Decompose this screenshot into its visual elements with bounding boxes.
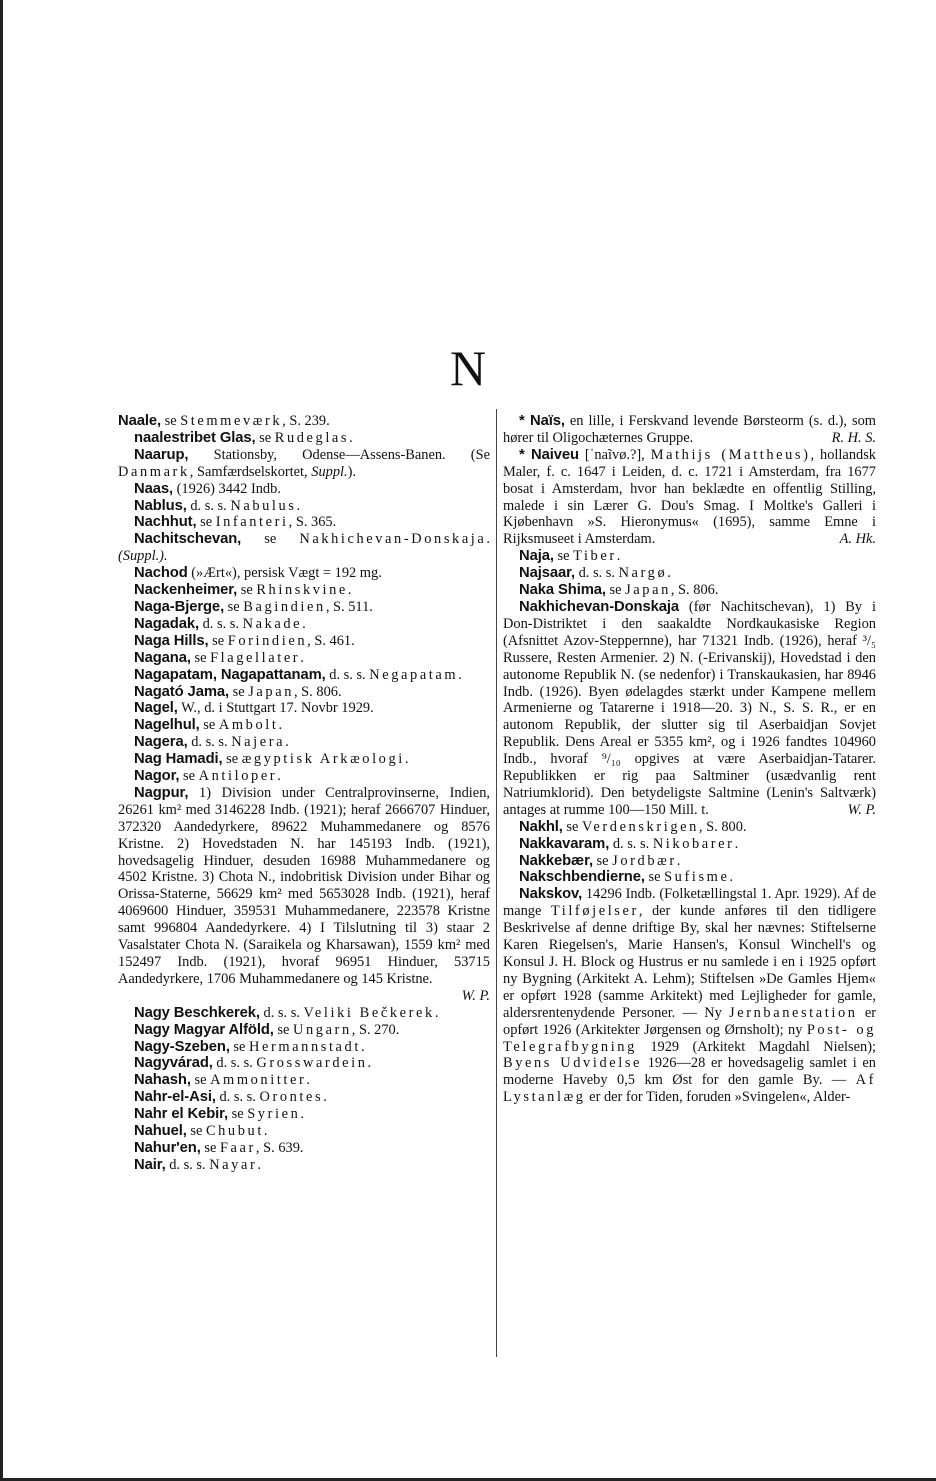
entry-crossref: Japan: [625, 582, 671, 599]
dictionary-entry: [118, 1140, 490, 1157]
entry-text: d. s. s.: [325, 666, 370, 683]
entry-headword: Naga-Bjerge,: [134, 598, 225, 615]
entry-text: se: [592, 852, 613, 869]
entry-text: ).: [347, 463, 357, 480]
entry-text: 1) Division under Centralprovinserne, Indien, 26261 km² med 3146228 Indb. (1921); heraf 2666707 Hinduer, 372320 Aandedyrkere, 89622 Muhammedanere og 8576 Kristne. 2) Hovedstaden N. har 145193 Indb. (1921), hovedsagelig Hinduer, desuden 16988 Muhammedanere og 4502 Kristne. 3) Chota N., indobritisk Division under Bihar og Orissa-Staterne, 56629 km² med 5653028 Indb. (1921), heraf 4069600 Hinduer, 359531 Muhammedanere, 223578 Kristne samt 996804 Aandedyrkere. 4) I Tilslutning til 3) staar 2 Vasalstater Chota N. (Saraikela og Kharsawan), 1559 km² med 152497 Indb. (1921), hvoraf 96951 Hinduer, 53715 Aandedyrkere, 1706 Muhammedanere og 145 Kristne.: [118, 784, 490, 987]
entry-text: (før Nachitschevan), 1) By i Don-Distriktet i den saakaldte Nordkaukasiske Region (Afsnittet Azov-Steppernne), har 71321 Indb. (1926), heraf ³/₅ Russere, Resten Armenier. 2) N. (-Erivanskij), Hovedstad i den autonome Republik N. (se nedenfor) i Transkaukasien, har 8946 Indb. (1926). Byen ødelagdes stærkt under Kampene mellem Armenierne og Tatarerne i 1918—20. 3) N., S. S. R., er en autonom Republik, der slutter sig til Aserbaidjan Sovjet Republik. Dens Areal er 5355 km², og i 1926 fandtes 104960 Indb., hvoraf ⁹/₁₀ opgives at være Aserbaidjan-Tatarer. Republikken er rig paa Saltminer (usædvanlig rent Natriumklorid). Den betydeligste Saltmine (Lenin's Saltværk) antages at rumme 100—150 Mill. t.: [503, 598, 876, 818]
dictionary-entry: [118, 599, 490, 616]
dictionary-entry: [118, 734, 490, 751]
entry-text: (»Ært«), persisk Vægt = 192 mg.: [187, 565, 382, 582]
entry-headword: Nagelhul,: [134, 717, 200, 734]
entry-text: se: [229, 683, 249, 700]
entry-headword: Nair,: [134, 1156, 166, 1173]
dictionary-entry: [118, 1072, 490, 1089]
dictionary-entry: [118, 667, 490, 684]
entry-crossref: Bagindien: [243, 598, 326, 615]
entry-crossref: Tilføjelser: [550, 903, 639, 920]
entry-text: .: [367, 1055, 372, 1072]
entry-text: .: [729, 869, 734, 886]
dictionary-entry: [118, 1106, 490, 1123]
dictionary-entry: [503, 853, 876, 870]
entry-headword: Naas,: [134, 480, 173, 497]
entry-headword: Nagadak,: [134, 615, 199, 632]
entry-headword: Nag Hamadi,: [134, 751, 223, 768]
entry-text: .: [300, 649, 304, 666]
dictionary-entry: [118, 700, 490, 717]
dictionary-entry: [503, 886, 876, 1106]
entry-text: .: [404, 751, 409, 768]
entry-headword: Nackenheimer,: [134, 582, 238, 599]
right-column: [503, 413, 876, 1106]
entry-text: .: [616, 548, 621, 565]
entry-crossref: Infanteri: [215, 514, 289, 531]
entry-crossref: Nikobarer: [652, 835, 735, 852]
entry-headword: Nahr el Kebir,: [134, 1106, 228, 1123]
entry-headword: Nachhut,: [134, 514, 197, 531]
dictionary-entry: [118, 514, 490, 531]
entry-text: , S. 365.: [288, 514, 337, 531]
entry-crossref: Najera: [231, 734, 286, 751]
entry-headword: Nagy Magyar Alföld,: [134, 1021, 274, 1038]
dictionary-entry: [118, 650, 490, 667]
entry-text: .: [300, 1106, 304, 1123]
entry-text: se: [196, 514, 216, 531]
entry-text: se: [190, 1072, 211, 1089]
entry-text: .: [734, 835, 739, 852]
entry-crossref: Byens Udvidelse: [503, 1055, 643, 1072]
entry-crossref: Nakade: [242, 615, 303, 632]
dictionary-entry: [118, 633, 490, 650]
entry-text: .: [434, 1004, 439, 1021]
entry-crossref: Forindien: [227, 632, 308, 649]
entry-crossref: Rudeglas: [274, 429, 350, 446]
entry-headword: Nakskov,: [519, 886, 583, 903]
entry-headword: Nakkavaram,: [519, 835, 610, 852]
entry-text: er der for Tiden, foruden »Svingelen«, Alder-: [585, 1089, 851, 1106]
entry-text: .: [676, 852, 681, 869]
entry-headword: Naka Shima,: [519, 582, 606, 599]
entry-text: se: [605, 582, 626, 599]
entry-crossref: Ambolt: [218, 717, 279, 734]
author-signature: W. P.: [461, 987, 490, 1004]
entry-crossref: Negapatam: [369, 666, 459, 683]
entry-headword: Nahuel,: [134, 1123, 187, 1140]
column-divider: [496, 409, 497, 1357]
entry-text: , Samfærdselskortet,: [189, 463, 312, 480]
entry-headword: Nahr-el-Asi,: [134, 1089, 216, 1106]
entry-headword: Najsaar,: [519, 565, 575, 582]
dictionary-entry: [118, 751, 490, 768]
entry-text: (1926) 3442 Indb.: [173, 480, 281, 497]
dictionary-entry: [118, 785, 490, 988]
dictionary-entry: [118, 430, 490, 447]
entry-headword: Nakschbendierne,: [519, 869, 645, 886]
entry-text: .: [667, 565, 671, 582]
entry-crossref: Flagellater: [210, 649, 301, 666]
entry-text: .: [302, 615, 306, 632]
entry-headword: Nagató Jama,: [134, 683, 230, 700]
entry-headword: Naga Hills,: [134, 632, 209, 649]
entry-text: 1926—28 er hovedsagelig samlet i en moderne Haveby 0,5 km Øst for den gamle By. —: [503, 1055, 876, 1089]
entry-text: se: [208, 632, 228, 649]
entry-text: .: [278, 717, 283, 734]
entry-text: .: [306, 1072, 311, 1089]
entry-crossref: Danmark: [118, 463, 190, 480]
dictionary-entry: [118, 498, 490, 515]
dictionary-entry: [503, 836, 876, 853]
dictionary-entry: [118, 481, 490, 498]
entry-text: se: [179, 768, 199, 785]
entry-text: [ˈnaĩvø.?],: [578, 446, 651, 463]
entry-text: Stationsby, Odense—Assens-Banen. (Se: [188, 446, 490, 463]
dictionary-entry: [118, 582, 490, 599]
entry-headword: Nagy-Szeben,: [134, 1038, 230, 1055]
entry-text: se: [553, 548, 574, 565]
entry-text: d. s. s.: [187, 734, 232, 751]
entry-text: , S. 806.: [670, 582, 719, 599]
dictionary-entry: [118, 1005, 490, 1022]
section-letter-heading: N: [449, 340, 487, 396]
entry-text: d. s. s.: [199, 615, 243, 632]
entry-crossref: Nakhichevan-Donskaja: [299, 531, 487, 548]
entry-italic: (Suppl.).: [118, 548, 168, 565]
entry-text: .: [458, 666, 462, 683]
entry-crossref: Rhinskvine: [256, 582, 348, 599]
dictionary-entry: [503, 565, 876, 582]
dictionary-entry: [503, 447, 876, 548]
entry-text: , hollandsk Maler, f. c. 1647 i Leiden, d. c. 1721 i Amsterdam, fra 1677 bosat i Amsterdam, hvor han beklædte en offentlig Stilling, malede i sin Lærer G. Dou's Smag. I Moltke's Galleri i Kjøbenhavn »S. Hieronymus« (1695), samme Emne i Rijksmuseet i Amsterdam.: [503, 446, 877, 548]
entry-text: .: [349, 429, 353, 446]
dictionary-entry: [503, 819, 876, 836]
entry-text: .: [347, 582, 352, 599]
entry-crossref: Chubut: [205, 1123, 264, 1140]
entry-headword: * Naïs,: [519, 413, 565, 429]
entry-crossref: Syrien: [247, 1106, 301, 1123]
entry-text: , S. 800.: [698, 818, 747, 835]
entry-text: .: [277, 768, 281, 785]
dictionary-entry: [118, 616, 490, 633]
entry-text: en lille, i Ferskvand levende Børsteorm (s. d.), som hører til Oligochæternes Gruppe.: [503, 413, 876, 446]
entry-headword: Nagor,: [134, 768, 180, 785]
entry-crossref: Antiloper: [198, 768, 278, 785]
entry-headword: Nagana,: [134, 649, 191, 666]
entry-headword: Nagel,: [134, 700, 178, 717]
entry-text: se: [190, 649, 211, 666]
dictionary-entry: [118, 1022, 490, 1039]
entry-text: 14296 Indb. (Folketællingstal 1. Apr. 1929). Af de mange: [503, 886, 876, 920]
entry-text: .: [257, 1156, 261, 1173]
entry-headword: naalestribet Glas,: [134, 429, 256, 446]
dictionary-entry: [118, 1039, 490, 1056]
entry-text: se: [273, 1021, 293, 1038]
entry-text: se: [224, 598, 244, 615]
entry-crossref: Jernbanestation: [729, 1004, 858, 1021]
dictionary-entry: [118, 1123, 490, 1140]
entry-crossref: Japan: [248, 683, 294, 700]
entry-crossref: Stemmeværk: [180, 413, 283, 429]
entry-text: er opført 1926 (Arkitekter Jørgensen og Ørnsholt); ny: [503, 1004, 876, 1038]
scan-border-left: [0, 0, 3, 1481]
entry-headword: Nagyvárad,: [134, 1055, 213, 1072]
entry-headword: Nablus,: [134, 497, 187, 514]
entry-headword: Nagera,: [134, 734, 188, 751]
dictionary-entry: [503, 548, 876, 565]
entry-text: .: [486, 531, 490, 548]
entry-crossref: Af Lystanlæg: [503, 1072, 876, 1106]
entry-text: se: [241, 531, 300, 548]
dictionary-entry: [503, 869, 876, 886]
dictionary-entry: [118, 531, 490, 565]
entry-text: se: [562, 818, 582, 835]
entry-headword: Naarup,: [134, 446, 189, 463]
entry-text: se: [186, 1123, 206, 1140]
entry-headword: Nahur'en,: [134, 1139, 201, 1156]
entry-headword: * Naiveu: [519, 446, 579, 463]
dictionary-entry: [118, 1055, 490, 1072]
entry-text: se: [200, 1139, 220, 1156]
entry-text: se: [199, 717, 219, 734]
dictionary-entry: [118, 768, 490, 785]
entry-headword: Naja,: [519, 548, 554, 565]
entry-text: se: [222, 751, 242, 768]
author-signature: W. P.: [847, 801, 876, 818]
dictionary-entry: [118, 565, 490, 582]
entry-crossref: Ungarn: [292, 1021, 352, 1038]
entry-text: , S. 239.: [282, 413, 330, 429]
entry-text: .: [263, 1123, 268, 1140]
entry-headword: Nakhichevan-Donskaja: [519, 598, 680, 615]
entry-text: , S. 270.: [351, 1021, 400, 1038]
entry-text: se: [229, 1038, 250, 1055]
entry-text: , der kunde anføres til den tidligere Beskrivelse af denne driftige By, skal her nævnes: Stiftelserne Karen Riegelsen's, Marie Hansen's, Konsul Winchell's og Konsul J. H. Block og Hustrus er nu samlede i en i 1925 opført ny Bygning (Arkitekt A. Lehm); Stiftelsen »De Gamles Hjem« er opført 1928 (samme Arkitekt) med Lejligheder for gamle, aldersrentenydende Personer. — Ny: [503, 903, 876, 1021]
entry-crossref: Hermannstadt: [249, 1038, 361, 1055]
entry-headword: Nakhl,: [519, 818, 563, 835]
entry-crossref: Orontes: [259, 1089, 324, 1106]
entry-crossref: Sufisme: [664, 869, 730, 886]
entry-crossref: Nabulus: [230, 497, 297, 514]
entry-crossref: Mathijs (Mattheus): [650, 446, 811, 463]
entry-headword: Nagapatam, Nagapattanam,: [134, 666, 326, 683]
entry-text: se: [228, 1106, 248, 1123]
entry-headword: Nachitschevan,: [134, 531, 242, 548]
entry-text: d. s. s.: [574, 565, 619, 582]
entry-text: d. s. s.: [212, 1055, 257, 1072]
entry-headword: Nahash,: [134, 1072, 191, 1089]
entry-text: d. s. s.: [259, 1004, 304, 1021]
entry-text: , S. 639.: [255, 1139, 304, 1156]
entry-crossref: ægyptisk Arkæologi: [241, 751, 405, 768]
author-signature: R. H. S.: [831, 429, 876, 446]
entry-text: .: [296, 497, 301, 514]
entry-text: 1929 (Arkitekt Magdahl Nielsen);: [636, 1038, 876, 1055]
entry-text: se: [255, 429, 275, 446]
dictionary-entry: [118, 684, 490, 701]
entry-headword: Nakkebær,: [519, 852, 593, 869]
dictionary-entry: [118, 717, 490, 734]
entry-text: , S. 461.: [307, 632, 355, 649]
entry-crossref: Tiber: [573, 548, 617, 565]
dictionary-entry: [118, 413, 490, 430]
dictionary-entry: [503, 582, 876, 599]
dictionary-entry: [503, 599, 876, 819]
entry-crossref: Nayar: [209, 1156, 258, 1173]
left-column: [118, 413, 490, 1174]
entry-crossref: Grosswardein: [256, 1055, 368, 1072]
dictionary-entry: [118, 447, 490, 481]
entry-headword: Nagpur,: [134, 784, 189, 801]
entry-text: .: [323, 1089, 327, 1106]
entry-headword: Nagy Beschkerek,: [134, 1004, 260, 1021]
entry-headword: Naale,: [118, 413, 161, 429]
entry-text: , S. 806.: [293, 683, 342, 700]
entry-text: d. s. s.: [186, 497, 231, 514]
entry-text: , S. 511.: [325, 598, 373, 615]
entry-text: d. s. s.: [215, 1089, 260, 1106]
entry-crossref: Post- og Telegrafbygning: [503, 1021, 876, 1055]
entry-crossref: Faar: [219, 1139, 256, 1156]
entry-text: se: [237, 582, 257, 599]
entry-text: se: [161, 413, 181, 429]
entry-crossref: Veliki Bečkerek: [303, 1004, 435, 1021]
entry-text: d. s. s.: [609, 835, 653, 852]
entry-crossref: Verdenskrigen: [582, 818, 699, 835]
entry-crossref: Nargø: [618, 565, 668, 582]
entry-crossref: Ammonitter: [210, 1072, 307, 1089]
entry-text: d. s. s.: [165, 1156, 210, 1173]
entry-text: se: [644, 869, 665, 886]
dictionary-entry: [503, 413, 876, 447]
author-signature: A. Hk.: [839, 531, 876, 548]
dictionary-entry: [118, 1089, 490, 1106]
entry-text: W., d. i Stuttgart 17. Novbr 1929.: [177, 700, 374, 717]
entry-italic: Suppl.: [311, 463, 348, 480]
entry-headword: Nachod: [134, 565, 188, 582]
entry-text: .: [360, 1038, 365, 1055]
entry-text: .: [285, 734, 289, 751]
dictionary-entry: [118, 1157, 490, 1174]
entry-crossref: Jordbær: [612, 852, 677, 869]
